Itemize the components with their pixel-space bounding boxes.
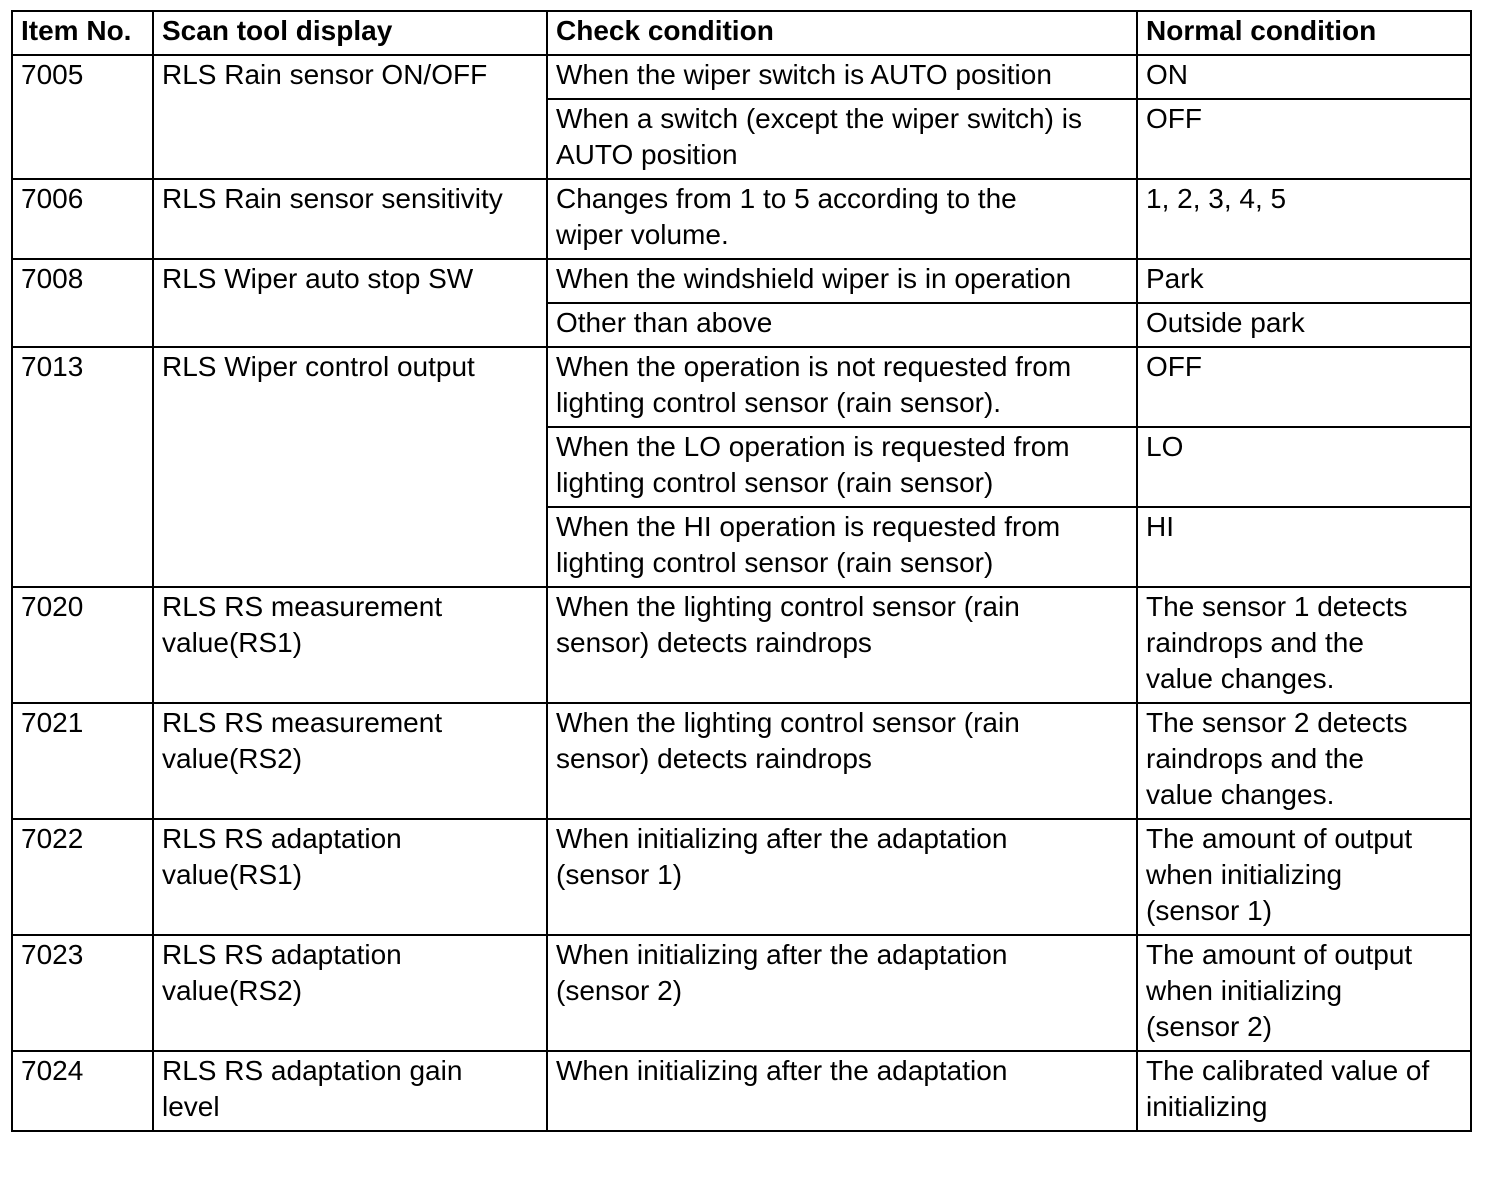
normal-condition-cell: The sensor 1 detects raindrops and the value changes. [1137,587,1471,703]
table-row [12,55,1471,99]
item-no-cell: 7021 [12,703,153,819]
table-row [12,703,1471,819]
table-row [12,819,1471,935]
normal-condition-cell: OFF [1137,99,1471,179]
normal-condition-cell: Outside park [1137,303,1471,347]
table-row [12,935,1471,1051]
normal-condition-cell: Park [1137,259,1471,303]
check-condition-cell: When the operation is not requested from lighting control sensor (rain sensor). [547,347,1137,427]
table-header [12,11,1471,55]
item-no-cell: 7020 [12,587,153,703]
item-no-cell: 7022 [12,819,153,935]
scan-tool-display-cell: RLS RS adaptation value(RS1) [153,819,547,935]
table-body [12,55,1471,1131]
table-row [12,259,1471,303]
item-no-cell: 7006 [12,179,153,259]
normal-condition-cell: HI [1137,507,1471,587]
scan-tool-display-cell: RLS RS adaptation value(RS2) [153,935,547,1051]
normal-condition-cell: LO [1137,427,1471,507]
normal-condition-cell: The amount of output when initializing (sensor 1) [1137,819,1471,935]
check-condition-cell: When a switch (except the wiper switch) is AUTO position [547,99,1137,179]
table-row [12,347,1471,427]
header-row [12,11,1471,55]
scan-tool-display-cell: RLS Wiper auto stop SW [153,259,547,347]
scan-tool-display-cell: RLS Wiper control output [153,347,547,587]
item-no-cell: 7008 [12,259,153,347]
scan-tool-display-cell: RLS RS adaptation gain level [153,1051,547,1131]
table-row [12,1051,1471,1131]
check-condition-cell: Other than above [547,303,1137,347]
normal-condition-cell: OFF [1137,347,1471,427]
header-item-no: Item No. [12,11,153,55]
item-no-cell: 7023 [12,935,153,1051]
check-condition-cell: Changes from 1 to 5 according to the wiper volume. [547,179,1137,259]
normal-condition-cell: The sensor 2 detects raindrops and the value changes. [1137,703,1471,819]
check-condition-cell: When the lighting control sensor (rain sensor) detects raindrops [547,587,1137,703]
header-scan-tool-display: Scan tool display [153,11,547,55]
header-normal-condition: Normal condition [1137,11,1471,55]
scan-tool-display-cell: RLS Rain sensor sensitivity [153,179,547,259]
check-condition-cell: When the wiper switch is AUTO position [547,55,1137,99]
item-no-cell: 7013 [12,347,153,587]
scan-tool-display-cell: RLS RS measurement value(RS2) [153,703,547,819]
check-condition-cell: When initializing after the adaptation [547,1051,1137,1131]
normal-condition-cell: The amount of output when initializing (sensor 2) [1137,935,1471,1051]
check-condition-cell: When initializing after the adaptation (sensor 1) [547,819,1137,935]
scan-tool-display-cell: RLS RS measurement value(RS1) [153,587,547,703]
check-condition-cell: When the windshield wiper is in operation [547,259,1137,303]
item-no-cell: 7024 [12,1051,153,1131]
table-row [12,179,1471,259]
check-condition-cell: When the HI operation is requested from lighting control sensor (rain sensor) [547,507,1137,587]
check-condition-cell: When the lighting control sensor (rain sensor) detects raindrops [547,703,1137,819]
check-condition-cell: When initializing after the adaptation (sensor 2) [547,935,1137,1051]
data-monitor-table [11,10,1472,1132]
scan-tool-display-cell: RLS Rain sensor ON/OFF [153,55,547,179]
header-check-condition: Check condition [547,11,1137,55]
normal-condition-cell: The calibrated value of initializing [1137,1051,1471,1131]
item-no-cell: 7005 [12,55,153,179]
normal-condition-cell: 1, 2, 3, 4, 5 [1137,179,1471,259]
normal-condition-cell: ON [1137,55,1471,99]
check-condition-cell: When the LO operation is requested from lighting control sensor (rain sensor) [547,427,1137,507]
table-row [12,587,1471,703]
